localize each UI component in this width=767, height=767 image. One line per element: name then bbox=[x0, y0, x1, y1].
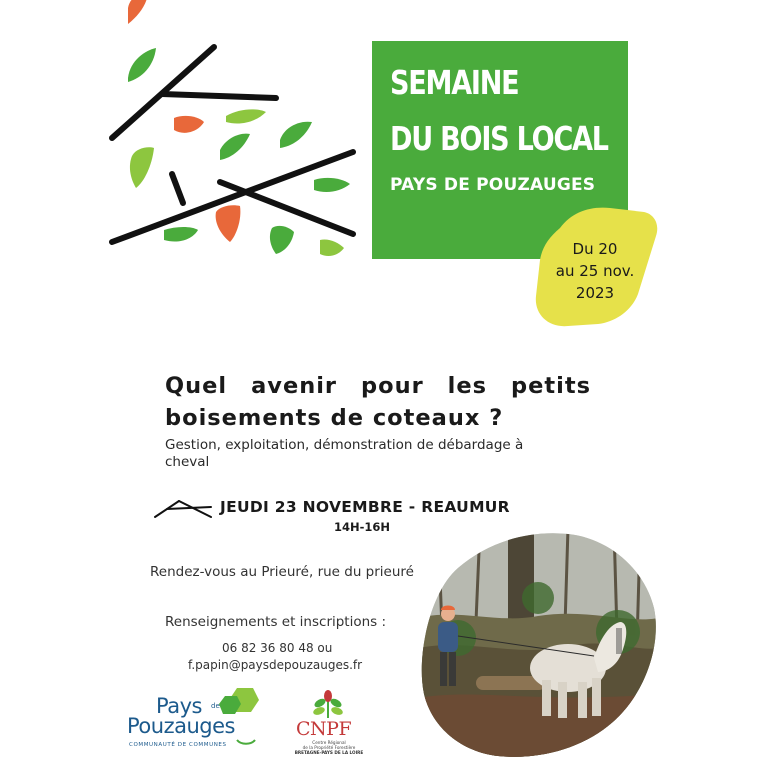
cnpf-line-2: de la Propriété Forestière bbox=[302, 745, 356, 750]
cnpf-region: BRETAGNE-PAYS DE LA LOIRE bbox=[294, 750, 364, 755]
pays-word: Pays bbox=[156, 694, 202, 718]
event-time: 14H-16H bbox=[334, 520, 391, 534]
smile-mark-icon bbox=[235, 738, 257, 746]
headline-word: avenir bbox=[251, 373, 338, 399]
date-line-1: Du 20 bbox=[572, 240, 618, 258]
branch-illustration bbox=[108, 0, 358, 265]
headline-line-1 bbox=[165, 370, 591, 402]
headline-word: Quel bbox=[165, 373, 228, 399]
cnpf-logo bbox=[283, 690, 375, 760]
pouzauges-word: Pouzauges bbox=[127, 714, 235, 738]
pays-tagline: COMMUNAUTÉ DE COMMUNES bbox=[129, 742, 227, 748]
horse-logging-photo bbox=[418, 528, 658, 760]
date-line-3: 2023 bbox=[575, 284, 615, 302]
pays-de-pouzauges-logo bbox=[125, 692, 270, 754]
headline-line-2: boisements de coteaux ? bbox=[165, 405, 504, 431]
email-address: f.papin@paysdepouzauges.fr bbox=[188, 658, 363, 672]
title-subtitle: PAYS DE POUZAUGES bbox=[390, 175, 596, 195]
cnpf-line-1: Centre Régional bbox=[312, 740, 346, 745]
info-title: Renseignements et inscriptions : bbox=[165, 614, 387, 630]
cnpf-leaf-icon bbox=[311, 690, 345, 720]
headline-word: pour bbox=[361, 373, 424, 399]
subheadline: Gestion, exploitation, démonstration de débardage à cheval bbox=[165, 437, 524, 470]
title-line-1: SEMAINE bbox=[390, 63, 519, 102]
arrow-mark-icon bbox=[153, 495, 215, 521]
pays-de-word: de bbox=[211, 702, 220, 710]
meeting-point: Rendez-vous au Prieuré, rue du prieuré bbox=[150, 564, 414, 580]
headline-word: petits bbox=[511, 373, 591, 399]
event-date: JEUDI 23 NOVEMBRE - REAUMUR bbox=[220, 498, 510, 516]
headline bbox=[165, 370, 591, 434]
cnpf-word: CNPF bbox=[296, 718, 352, 740]
phone-number: 06 82 36 80 48 ou bbox=[222, 641, 333, 655]
date-badge-text bbox=[545, 238, 645, 304]
title-line-2: DU BOIS LOCAL bbox=[390, 119, 608, 158]
headline-word: les bbox=[447, 373, 488, 399]
date-line-2: au 25 nov. bbox=[555, 262, 635, 280]
